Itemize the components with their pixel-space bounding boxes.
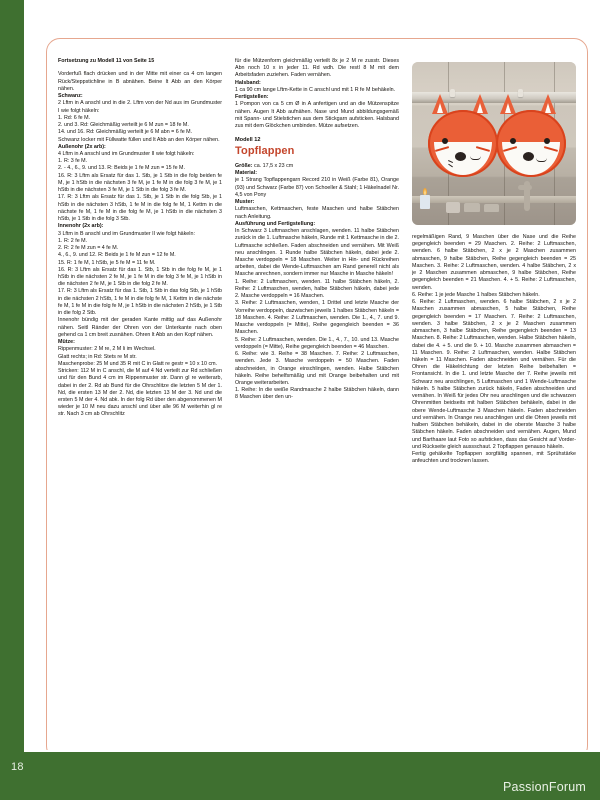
ausfuehrung-p1: In Schwarz 3 Luftmaschen anschlagen, wenden. 11 halbe Stäbchen zurück in die 1. Luftmasche häkeln, Runde mit 1 Kettmasche in die 2. Luftmasche schließen. Faden abschneiden und vernähen. Mit Weiß neu anschlingen. 1 Runde halbe Stäbchen häkeln, dabei jede 2. Masche verdoppeln = 18 Maschen. Weiter in Hin- und Rückreihen arbeiten, dabei die Wende-Luftmaschen am Rand generell nicht als Masche anrechnen, sondern immer nur Masche in Masche häkeln! bbox=[235, 228, 399, 278]
fox-eye-left bbox=[510, 138, 516, 144]
section-fertigstellen: Fertigstellen: bbox=[235, 94, 269, 101]
fox-eye-left bbox=[442, 138, 448, 144]
section-material: Material: bbox=[235, 170, 257, 177]
fox-potholder-right bbox=[494, 94, 570, 178]
size-line bbox=[235, 163, 399, 170]
muetze-p3: Maschenprobe: 25 M und 35 R mit C in Glatt re gestr = 10 x 10 cm. bbox=[58, 360, 218, 367]
page-number: 18 bbox=[11, 761, 24, 773]
section-ausfuehrung: Ausführung und Fertigstellung: bbox=[235, 220, 316, 227]
ausfuehrung-p6: 1. Reihe: In die weiße Randmasche 2 halbe Stäbchen häkeln, dann 8 Maschen über den un- bbox=[235, 387, 399, 401]
candle bbox=[420, 195, 430, 209]
column-left bbox=[58, 58, 222, 748]
section-schwanz: Schwanz: bbox=[58, 93, 83, 100]
tin-box bbox=[484, 204, 499, 212]
fox-ear-inner-right bbox=[545, 103, 551, 113]
counter-surface bbox=[412, 196, 576, 203]
muetze-p2: Glatt rechts; in Rd: Stets re M str. bbox=[58, 353, 137, 360]
section-halsband: Halsband: bbox=[235, 79, 261, 86]
fox-eye-right bbox=[544, 138, 550, 144]
aussenohr-p3: 2. - 4., 6., 9. und 13. R: Beids je 1 fe M zun = 15 fe M. bbox=[58, 165, 185, 172]
aussenohr-p4: 16. R: 3 Lftm als Ersatz für das 1. Stb, je 1 Stb in die folg beiden fe M, je 1 hStb in die nächsten 3 fe M, je 1 fe M in die folg 3 fe M, je 1 hStb in die nächsten 3 fe M, je 1 Stb in die folg 3 fe M. bbox=[58, 172, 222, 194]
muster-p1: Luftmaschen, Kettmaschen, feste Maschen und halbe Stäbchen nach Anleitung. bbox=[235, 206, 399, 220]
fox-ear-inner-left bbox=[437, 103, 443, 113]
section-muster: Muster: bbox=[235, 199, 255, 206]
fox-potholder-left bbox=[426, 94, 502, 178]
column-middle bbox=[235, 58, 399, 748]
columns-container bbox=[58, 58, 578, 748]
intro-paragraph: Vorderfuß flach drücken und in der Mitte mit einer ca 4 cm langen Rück/Steppstichline in B abnähen. Beine lt Abb an den Körper nähen. bbox=[58, 71, 222, 92]
section-aussenohr: Außenohr (2x arb): bbox=[58, 143, 106, 150]
fox-potholders-photo bbox=[412, 62, 576, 225]
innenohr-p2: 1. R: 2 fe M. bbox=[58, 237, 88, 244]
schwanz-p3: 2. und 3. Rd: Gleichmäßig verteilt je 6 M zun = 18 fe M. bbox=[58, 122, 189, 129]
right-p1: regelmäßigen Rand, 9 Maschen über die Nase und die Reihe gegengleich beenden = 29 Maschen. 2. Reihe: 2 Luftmaschen, wenden. 6 halbe Stäbchen, 2 x je 2 Maschen zusammen abmaschen, 9 halbe Stäbchen, Reihe gegengleich beenden = 25 Maschen. 3. Reihe: 2 Luftmaschen, wenden. 4 halbe Stäbchen, 2 x je 2 Maschen zusammen abmaschen, 9 halbe Stäbchen, Reihe gegengleich beenden = 21 Maschen. 4. + 5. Reihe: 2 Luftmaschen, wenden. bbox=[412, 234, 576, 291]
innenohr-p3: 2. R: 2 fe M zun = 4 fe M. bbox=[58, 245, 119, 252]
innenohr-p4: 4., 6., 9. und 12. R: Beids je 1 fe M zun = 12 fe M. bbox=[58, 252, 176, 259]
section-muetze: Mütze: bbox=[58, 339, 75, 346]
aussenohr-p1: 4 Lftm in A anschl und im Grundmuster II wie folgt häkeln: bbox=[58, 151, 195, 157]
column-right bbox=[412, 58, 576, 748]
muetzenform-paragraph: für die Mützenform gleichmäßig verteilt 8x je 2 M re zusstr. Dieses Abn noch 10 x in jeder 11. Rd wdh. Die restl 8 M mit dem Arbeitsfaden zuziehen. Faden vernähen. bbox=[235, 58, 399, 79]
model-title: Topflappen bbox=[235, 145, 295, 158]
faucet bbox=[524, 181, 530, 211]
innenohr-p8: Innenohr bündig mit der geraden Kante mittig auf das Außenohr nähen. Seitl Ränder der Ohren von der Unterkante nach oben gehend ca 1 cm breit zusnähen. Ohren lt Abb an den Kopf nähen. bbox=[58, 317, 222, 338]
fox-nose bbox=[455, 152, 466, 161]
innenohr-p5: 15. R: 1 fe M, 1 hStb, je 5 fe M = 11 fe M. bbox=[58, 259, 156, 266]
ceramic-jar bbox=[446, 202, 460, 213]
aussenohr-p5: 17. R: 3 Lftm als Ersatz für das 1. Stb, je 1 Stb in die folg Stb, je 1 hStb in die nächsten 3 hStb, 1 fe M in die folg fe M, 1 Kettm in die nächste fe M, 1 fe M in die folg fe M, je 1 hStb in die nächsten 3 hStb, je 1 Stb in die folg 3 Stb. bbox=[58, 194, 222, 223]
size-label: Größe: bbox=[235, 162, 253, 169]
aussenohr-p2: 1. R: 3 fe M. bbox=[58, 158, 88, 165]
candle-flame bbox=[423, 188, 427, 195]
muetze-p4: Stricken: 112 M in C anschl, die M auf 4 Nd verteilt zur Rd schließen und für den Bund 4 cm im Rippenmuster str. Dann gl re weiterarb, dabei in der 2. Rd ab Bund für die Ohrschlitze die letzten 5 M der 1. Nd, die ersten 13 M der 2. Nd, die letzten 13 M der 3. Nd und die ersten 5 M der 4. Nd abk. In der folg Rd über den abgenommenen M wieder je 10 M neu dazu anschl und über alle 96 M weiterhin gl re str. Nach 3 cm ab Ohrschlitz bbox=[58, 368, 222, 418]
right-p4: Fertig gehäkelte Topflappen sorgfältig spannen, mit Sprühstärke anfeuchten und trocknen lassen. bbox=[412, 451, 576, 465]
schwanz-p5: Schwanz locker mit Füllwatte füllen und lt Abb an den Körper nähen. bbox=[58, 136, 220, 143]
fox-ear-inner-left bbox=[505, 103, 511, 113]
fertigstellen-p1: 1 Pompon von ca 5 cm Ø in A anfertigen und an die Mützenspitze nähen. Augen lt Abb aufnähen. Nase und Mund abbildungsgemäß mit Spann- und Stielstichen aus dem Stickgarn aufsticken. Halsband zus mit dem Glöckchen umbinden. Mütze aufsetzen. bbox=[235, 101, 399, 130]
ausfuehrung-p4: 5. Reihe: 2 Luftmaschen, wenden. Die 1., 4., 7., 10. und 13. Masche verdoppeln (= Mitte), Reihe gegengleich beenden = 46 Maschen. bbox=[235, 336, 399, 350]
right-p3: 6. Reihe: 2 Luftmaschen, wenden. 6 halbe Stäbchen, 2 x je 2 Maschen zusammen abmaschen, 5 halbe Stäbchen, Reihe gegengleich beenden = 17 Maschen. 7. Reihe: 2 Luftmaschen, wenden. 3 halbe Stäbchen, 2 x je 2 Maschen zusammen abmaschen, 3 halbe Stäbchen, Reihe gegengleich beenden = 13 Maschen. 8. Reihe: 2 Luftmaschen, wenden. Halbe Stäbchen häkeln, dabei die 4. + 5. und die 9. + 10. Masche zusammen abmaschen = 11 Maschen. 9. Reihe: 2 Luftmaschen, wenden. Halbe Stäbchen häkeln = 11 Maschen. Faden abschneiden und vernähen. Für die Ohren die Häkelrichtung der letzten Reihe beibehalten = Frontansicht. In die 1. und letzte Masche der 7. Reihe jeweils mit Schwarz neu anschlingen, 5 Luftmaschen und 1 Wende-Luftmasche häkeln. 5 halbe Stäbchen zurück häkeln, Faden abschneiden und vernähen. In Weiß für jedes Ohr neu anschlingen und die schwarzen Ohrenmitten beidseits mit halben Stäbchen behäkeln, dabei in die obere Wende-Luftmasche 3 Maschen häkeln. Faden abschneiden und vernähen. In Orange neu anschlingen und die Ohren jeweils mit halben Stäbchen behäkeln, dabei in die oberste Masche 3 halbe Stäbchen häkeln. Faden abschneiden und vernähen. Augen, Mund und Barthaare laut Foto so aufsticken, dass das Gesicht auf Vorder- und Rückseite gleich aussschaut. 2 Topflappen genauso häkeln. bbox=[412, 299, 576, 450]
page-footer bbox=[0, 752, 600, 800]
ausfuehrung-p3: 3. Reihe: 2 Luftmaschen, wenden, 1 Drittel und letzte Masche der Vorreihe verdoppeln, dazwischen jeweils 1 halbes Stäbchen häkeln = 18 Maschen. 4. Reihe: 2 Luftmaschen, wenden. Die 1., 4., 7. und 9. Masche verdoppeln (= Mitte), Reihe gegengleich beenden = 36 Maschen. bbox=[235, 300, 399, 336]
schwanz-p1: 2 Lftm in A anschl und in die 2. Lftm von der Nd aus im Grundmuster I wie folgt häkeln: bbox=[58, 100, 222, 114]
section-innenohr: Innenohr (2x arb): bbox=[58, 223, 104, 230]
ausfuehrung-p2: 1. Reihe: 2 Luftmaschen, wenden. 11 halbe Stäbchen häkeln, 2. Reihe: 2 Luftmaschen, wenden, halbe Stäbchen häkeln, dabei jede 2. Masche verdoppeln = 16 Maschen. bbox=[235, 278, 399, 300]
size-value: ca. 17,5 x 23 cm bbox=[254, 162, 294, 169]
fox-nose bbox=[523, 152, 534, 161]
right-p2: 6. Reihe: 1 je jede Masche 1 halbes Stäbchen häkeln. bbox=[412, 291, 540, 298]
halsband-p1: 1 ca 90 cm lange Lftm-Kette in C anschl und mit 1 R fe M behäkeln. bbox=[235, 86, 396, 93]
continuation-heading: Fortsetzung zu Modell 11 von Seite 15 bbox=[58, 58, 155, 64]
innenohr-p6: 16. R: 3 Lftm als Ersatz für das 1. Stb, 1 Stb in die folg fe M, je 1 hStb in die nächsten 2 fe M, je 1 fe M in die folg 3 fe M, je 1 hStb in die nächsten 2 fe M, je 1 Stb in die folg 2 fe M. bbox=[58, 266, 222, 288]
ausfuehrung-p5: 6. Reihe: wie 3. Reihe = 38 Maschen. 7. Reihe: 2 Luftmaschen, wenden. Jede 3. Masche verdoppeln = 50 Maschen. Faden abschneiden, in Orange einschlingen, wenden. Halbe Stäbchen häkeln. Reihe behelfsmäßig und mit Orange beibehalten und mit Orange weiterarbeiten. bbox=[235, 351, 399, 386]
innenohr-p7: 17. R: 3 Lftm als Ersatz für das 1. Stb, 1 Stb in das folg Stb, je 1 hStb in die nächsten 2 hStb, 1 fe M in die folg fe M, 1 Kettm in die nächste fe M, 1 fe M in die folg fe M, je 1 hStb in die nächsten 2 hStb, je 1 Stb in die folg 2 Stb. bbox=[58, 288, 222, 317]
model-label: Modell 12 bbox=[235, 136, 261, 143]
tin-box bbox=[464, 203, 480, 212]
schwanz-p4: 14. und 16. Rd: Gleichmäßig verteilt je 6 M abn = 6 fe M. bbox=[58, 129, 193, 136]
innenohr-p1: 3 Lftm in B anschl und im Grundmuster II wie folgt häkeln: bbox=[58, 230, 195, 237]
fox-ear-inner-right bbox=[477, 103, 483, 113]
muetze-p1: Rippenmuster: 2 M re, 2 M li im Wechsel. bbox=[58, 346, 156, 353]
brand-logo: PassionForum bbox=[503, 780, 586, 794]
material-p1: je 1 Strang Topflappengarn Record 210 in Weiß (Farbe 81), Orange (93) und Schwarz (Farbe 87) von Schoeller & Stahl; 1 Häkelnadel Nr. 4,5 von Pony bbox=[235, 177, 399, 198]
schwanz-p2: 1. Rd: 6 fe M. bbox=[58, 114, 91, 121]
